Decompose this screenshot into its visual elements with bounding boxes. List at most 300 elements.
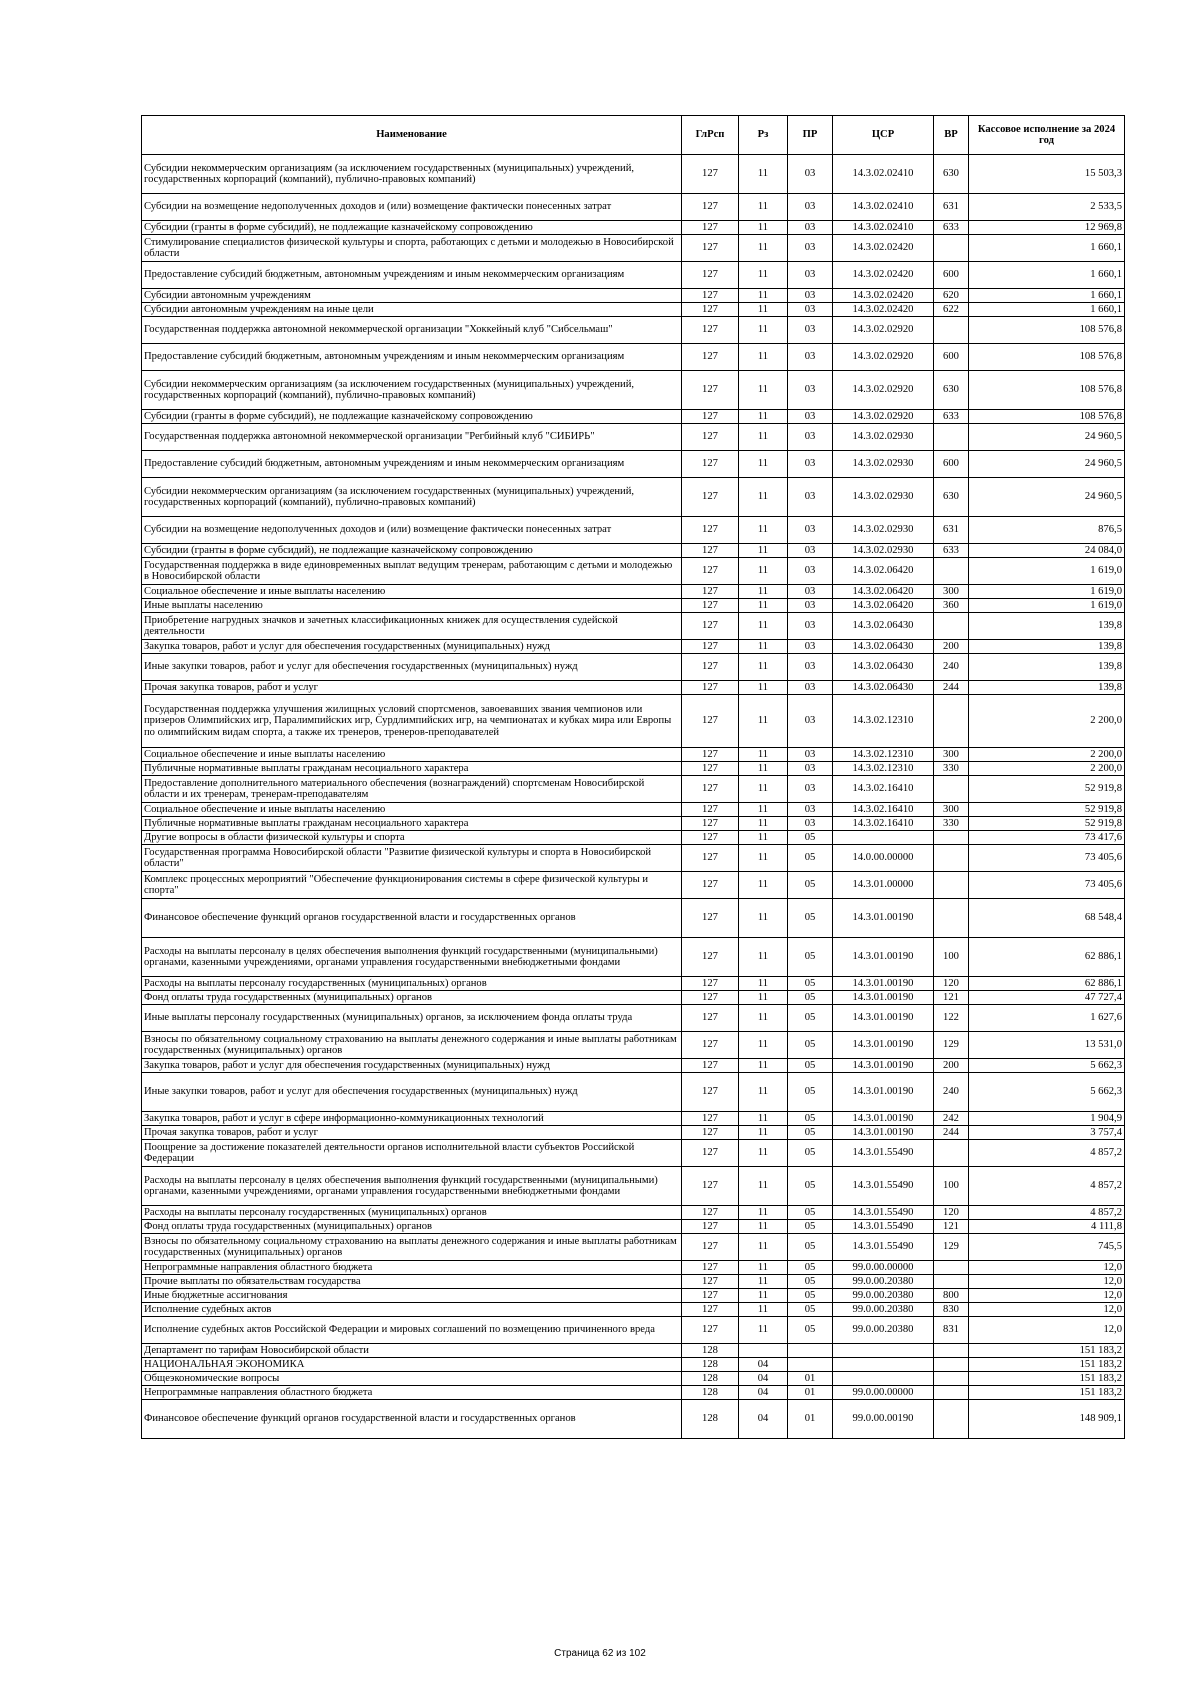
cell-rz: 04 <box>739 1372 788 1386</box>
cell-csr: 14.3.02.02930 <box>833 544 934 558</box>
cell-sum: 1 627,6 <box>969 1005 1125 1032</box>
cell-rz: 11 <box>739 1261 788 1275</box>
cell-sum: 1 619,0 <box>969 599 1125 613</box>
cell-name: Комплекс процессных мероприятий "Обеспечение функционирования системы в сфере физической культуры и спорта" <box>142 872 682 899</box>
cell-sum: 5 662,3 <box>969 1073 1125 1112</box>
table-row <box>142 221 1125 235</box>
cell-glrsp: 127 <box>682 599 739 613</box>
cell-pr: 05 <box>788 1126 833 1140</box>
cell-name: Финансовое обеспечение функций органов государственной власти и государственных органов <box>142 899 682 938</box>
cell-rz: 11 <box>739 938 788 977</box>
table-row <box>142 762 1125 776</box>
cell-glrsp: 127 <box>682 1303 739 1317</box>
cell-rz <box>739 1344 788 1358</box>
cell-vr: 630 <box>934 371 969 410</box>
cell-sum: 1 660,1 <box>969 262 1125 289</box>
cell-glrsp: 127 <box>682 544 739 558</box>
cell-sum: 108 576,8 <box>969 410 1125 424</box>
cell-csr: 14.3.01.00190 <box>833 1112 934 1126</box>
cell-csr: 14.3.02.06430 <box>833 681 934 695</box>
cell-glrsp: 127 <box>682 1206 739 1220</box>
cell-pr: 03 <box>788 221 833 235</box>
cell-rz: 11 <box>739 762 788 776</box>
cell-csr: 14.3.02.06420 <box>833 558 934 585</box>
cell-name: Субсидии на возмещение недополученных доходов и (или) возмещение фактически понесенных затрат <box>142 194 682 221</box>
cell-pr: 03 <box>788 371 833 410</box>
table-row <box>142 776 1125 803</box>
cell-rz: 11 <box>739 1303 788 1317</box>
cell-glrsp: 127 <box>682 613 739 640</box>
cell-vr: 360 <box>934 599 969 613</box>
cell-pr: 03 <box>788 762 833 776</box>
table-row <box>142 1289 1125 1303</box>
table-row <box>142 194 1125 221</box>
cell-vr: 129 <box>934 1234 969 1261</box>
cell-sum: 62 886,1 <box>969 938 1125 977</box>
cell-name: НАЦИОНАЛЬНАЯ ЭКОНОМИКА <box>142 1358 682 1372</box>
cell-pr: 03 <box>788 599 833 613</box>
budget-table <box>141 115 1125 1439</box>
cell-pr: 05 <box>788 938 833 977</box>
cell-vr <box>934 424 969 451</box>
cell-glrsp: 127 <box>682 776 739 803</box>
cell-name: Фонд оплаты труда государственных (муниципальных) органов <box>142 1220 682 1234</box>
cell-sum: 13 531,0 <box>969 1032 1125 1059</box>
cell-name: Субсидии (гранты в форме субсидий), не подлежащие казначейскому сопровождению <box>142 544 682 558</box>
cell-name: Фонд оплаты труда государственных (муниципальных) органов <box>142 991 682 1005</box>
cell-pr: 03 <box>788 424 833 451</box>
cell-csr: 14.3.02.06430 <box>833 654 934 681</box>
table-row <box>142 899 1125 938</box>
cell-csr: 14.3.02.02920 <box>833 317 934 344</box>
cell-name: Субсидии на возмещение недополученных доходов и (или) возмещение фактически понесенных затрат <box>142 517 682 544</box>
cell-csr: 14.3.02.02930 <box>833 451 934 478</box>
budget-document <box>141 115 1124 1439</box>
table-row <box>142 1167 1125 1206</box>
cell-rz: 11 <box>739 1112 788 1126</box>
header-sum: Кассовое исполнение за 2024 год <box>969 116 1125 155</box>
cell-name: Прочая закупка товаров, работ и услуг <box>142 1126 682 1140</box>
cell-pr: 03 <box>788 558 833 585</box>
cell-rz: 11 <box>739 1059 788 1073</box>
cell-pr: 03 <box>788 544 833 558</box>
cell-name: Исполнение судебных актов Российской Федерации и мировых соглашений по возмещению причиненного вреда <box>142 1317 682 1344</box>
cell-sum: 1 619,0 <box>969 558 1125 585</box>
cell-name: Субсидии (гранты в форме субсидий), не подлежащие казначейскому сопровождению <box>142 410 682 424</box>
cell-rz: 11 <box>739 817 788 831</box>
cell-pr: 03 <box>788 776 833 803</box>
cell-pr: 03 <box>788 817 833 831</box>
cell-glrsp: 127 <box>682 1073 739 1112</box>
table-row <box>142 831 1125 845</box>
cell-vr: 300 <box>934 803 969 817</box>
cell-glrsp: 127 <box>682 872 739 899</box>
cell-vr <box>934 1386 969 1400</box>
cell-csr: 14.3.02.02920 <box>833 410 934 424</box>
table-row <box>142 1220 1125 1234</box>
cell-vr <box>934 695 969 748</box>
table-row <box>142 1261 1125 1275</box>
cell-name: Публичные нормативные выплаты гражданам несоциального характера <box>142 817 682 831</box>
cell-rz: 11 <box>739 1234 788 1261</box>
cell-sum: 2 200,0 <box>969 762 1125 776</box>
cell-rz: 11 <box>739 585 788 599</box>
cell-glrsp: 127 <box>682 194 739 221</box>
cell-glrsp: 127 <box>682 817 739 831</box>
cell-sum: 2 200,0 <box>969 695 1125 748</box>
cell-glrsp: 127 <box>682 845 739 872</box>
cell-pr: 05 <box>788 1289 833 1303</box>
cell-csr: 14.3.02.02920 <box>833 344 934 371</box>
cell-csr: 14.3.02.16410 <box>833 803 934 817</box>
table-row <box>142 1317 1125 1344</box>
table-row <box>142 1073 1125 1112</box>
cell-csr: 99.0.00.20380 <box>833 1303 934 1317</box>
cell-rz: 11 <box>739 1220 788 1234</box>
cell-vr: 800 <box>934 1289 969 1303</box>
cell-glrsp: 127 <box>682 1220 739 1234</box>
table-row <box>142 977 1125 991</box>
cell-pr: 03 <box>788 478 833 517</box>
cell-vr: 600 <box>934 262 969 289</box>
table-row <box>142 1386 1125 1400</box>
cell-sum: 73 417,6 <box>969 831 1125 845</box>
table-row <box>142 303 1125 317</box>
cell-vr: 830 <box>934 1303 969 1317</box>
cell-rz: 11 <box>739 221 788 235</box>
table-row <box>142 155 1125 194</box>
cell-glrsp: 128 <box>682 1344 739 1358</box>
cell-sum: 47 727,4 <box>969 991 1125 1005</box>
cell-sum: 876,5 <box>969 517 1125 544</box>
cell-pr: 03 <box>788 262 833 289</box>
cell-rz: 11 <box>739 991 788 1005</box>
cell-vr: 630 <box>934 155 969 194</box>
cell-glrsp: 127 <box>682 289 739 303</box>
cell-sum: 108 576,8 <box>969 344 1125 371</box>
table-header-row <box>142 116 1125 155</box>
cell-rz: 11 <box>739 1317 788 1344</box>
cell-name: Предоставление субсидий бюджетным, автономным учреждениям и иным некоммерческим организациям <box>142 344 682 371</box>
cell-name: Расходы на выплаты персоналу в целях обеспечения выполнения функций государственными (муниципальными) органами, казенными учреждениями, органами управления государственными внебюджетными фондами <box>142 938 682 977</box>
cell-csr: 14.3.02.16410 <box>833 817 934 831</box>
table-row <box>142 478 1125 517</box>
cell-glrsp: 127 <box>682 1234 739 1261</box>
cell-pr: 05 <box>788 1275 833 1289</box>
cell-glrsp: 127 <box>682 1317 739 1344</box>
table-row <box>142 654 1125 681</box>
cell-glrsp: 127 <box>682 1167 739 1206</box>
cell-pr: 03 <box>788 803 833 817</box>
cell-csr: 99.0.00.20380 <box>833 1275 934 1289</box>
cell-csr: 14.3.02.06430 <box>833 640 934 654</box>
cell-csr: 99.0.00.00000 <box>833 1386 934 1400</box>
cell-csr: 14.3.01.00000 <box>833 872 934 899</box>
cell-pr: 05 <box>788 1206 833 1220</box>
cell-pr: 03 <box>788 654 833 681</box>
cell-pr: 01 <box>788 1372 833 1386</box>
cell-csr: 14.3.02.06430 <box>833 613 934 640</box>
table-body <box>142 155 1125 1439</box>
cell-name: Субсидии (гранты в форме субсидий), не подлежащие казначейскому сопровождению <box>142 221 682 235</box>
cell-glrsp: 128 <box>682 1358 739 1372</box>
cell-rz: 11 <box>739 303 788 317</box>
cell-csr: 14.3.02.06420 <box>833 585 934 599</box>
cell-name: Социальное обеспечение и иные выплаты населению <box>142 748 682 762</box>
cell-sum: 52 919,8 <box>969 817 1125 831</box>
cell-csr: 14.3.01.00190 <box>833 1059 934 1073</box>
cell-pr: 05 <box>788 1073 833 1112</box>
cell-glrsp: 127 <box>682 1032 739 1059</box>
cell-glrsp: 127 <box>682 303 739 317</box>
cell-pr: 03 <box>788 317 833 344</box>
cell-rz: 11 <box>739 235 788 262</box>
cell-csr: 14.3.02.02930 <box>833 478 934 517</box>
table-row <box>142 681 1125 695</box>
cell-name: Департамент по тарифам Новосибирской области <box>142 1344 682 1358</box>
cell-glrsp: 127 <box>682 831 739 845</box>
cell-sum: 108 576,8 <box>969 371 1125 410</box>
cell-name: Публичные нормативные выплаты гражданам несоциального характера <box>142 762 682 776</box>
table-row <box>142 289 1125 303</box>
cell-glrsp: 127 <box>682 695 739 748</box>
cell-sum: 12 969,8 <box>969 221 1125 235</box>
cell-pr: 01 <box>788 1386 833 1400</box>
cell-pr: 03 <box>788 303 833 317</box>
cell-csr: 14.3.01.55490 <box>833 1220 934 1234</box>
cell-rz: 11 <box>739 451 788 478</box>
cell-glrsp: 127 <box>682 762 739 776</box>
cell-glrsp: 127 <box>682 585 739 599</box>
table-row <box>142 845 1125 872</box>
cell-name: Другие вопросы в области физической культуры и спорта <box>142 831 682 845</box>
cell-glrsp: 127 <box>682 235 739 262</box>
cell-csr: 99.0.00.20380 <box>833 1317 934 1344</box>
cell-pr: 03 <box>788 681 833 695</box>
cell-vr <box>934 317 969 344</box>
cell-name: Социальное обеспечение и иные выплаты населению <box>142 585 682 599</box>
cell-pr: 03 <box>788 235 833 262</box>
cell-vr <box>934 613 969 640</box>
cell-csr: 14.3.01.55490 <box>833 1140 934 1167</box>
cell-sum: 151 183,2 <box>969 1372 1125 1386</box>
cell-csr: 14.3.02.12310 <box>833 748 934 762</box>
cell-glrsp: 127 <box>682 1126 739 1140</box>
cell-vr <box>934 1400 969 1439</box>
cell-pr: 05 <box>788 977 833 991</box>
cell-sum: 4 857,2 <box>969 1167 1125 1206</box>
cell-glrsp: 127 <box>682 262 739 289</box>
cell-glrsp: 127 <box>682 451 739 478</box>
cell-glrsp: 127 <box>682 155 739 194</box>
cell-sum: 1 619,0 <box>969 585 1125 599</box>
cell-csr: 14.3.02.02930 <box>833 424 934 451</box>
table-row <box>142 1112 1125 1126</box>
cell-rz: 11 <box>739 317 788 344</box>
cell-rz: 11 <box>739 1206 788 1220</box>
cell-pr: 05 <box>788 1059 833 1073</box>
cell-csr: 99.0.00.20380 <box>833 1289 934 1303</box>
cell-name: Прочие выплаты по обязательствам государства <box>142 1275 682 1289</box>
cell-vr: 129 <box>934 1032 969 1059</box>
cell-name: Предоставление дополнительного материального обеспечения (вознаграждений) спортсменам Новосибирской области и их тренерам, тренерам-преподавателям <box>142 776 682 803</box>
table-row <box>142 371 1125 410</box>
table-row <box>142 1140 1125 1167</box>
cell-pr: 05 <box>788 991 833 1005</box>
cell-sum: 139,8 <box>969 613 1125 640</box>
cell-pr: 03 <box>788 344 833 371</box>
cell-name: Государственная поддержка в виде единовременных выплат ведущим тренерам, работающим с детьми и молодежью в Новосибирской области <box>142 558 682 585</box>
cell-csr: 14.3.02.02420 <box>833 289 934 303</box>
cell-csr: 14.3.01.55490 <box>833 1234 934 1261</box>
cell-glrsp: 127 <box>682 681 739 695</box>
header-vr: ВР <box>934 116 969 155</box>
cell-csr: 14.3.01.00190 <box>833 1073 934 1112</box>
table-row <box>142 1005 1125 1032</box>
cell-rz: 11 <box>739 1289 788 1303</box>
cell-name: Иные выплаты персоналу государственных (муниципальных) органов, за исключением фонда оплаты труда <box>142 1005 682 1032</box>
cell-sum: 12,0 <box>969 1317 1125 1344</box>
cell-name: Поощрение за достижение показателей деятельности органов исполнительной власти субъектов Российской Федерации <box>142 1140 682 1167</box>
cell-rz: 11 <box>739 371 788 410</box>
cell-csr: 14.3.01.00190 <box>833 1005 934 1032</box>
cell-csr: 14.3.01.55490 <box>833 1206 934 1220</box>
cell-sum: 12,0 <box>969 1303 1125 1317</box>
cell-sum: 4 111,8 <box>969 1220 1125 1234</box>
table-row <box>142 1303 1125 1317</box>
cell-glrsp: 127 <box>682 371 739 410</box>
cell-name: Иные закупки товаров, работ и услуг для обеспечения государственных (муниципальных) нужд <box>142 654 682 681</box>
cell-rz: 11 <box>739 748 788 762</box>
cell-name: Государственная программа Новосибирской области "Развитие физической культуры и спорта в Новосибирской области" <box>142 845 682 872</box>
cell-name: Предоставление субсидий бюджетным, автономным учреждениям и иным некоммерческим организациям <box>142 451 682 478</box>
cell-csr: 14.3.02.02410 <box>833 155 934 194</box>
cell-rz: 11 <box>739 845 788 872</box>
table-row <box>142 235 1125 262</box>
cell-csr: 14.3.02.02420 <box>833 303 934 317</box>
cell-rz: 04 <box>739 1386 788 1400</box>
cell-csr: 14.3.01.55490 <box>833 1167 934 1206</box>
cell-name: Расходы на выплаты персоналу в целях обеспечения выполнения функций государственными (муниципальными) органами, казенными учреждениями, органами управления государственными внебюджетными фондами <box>142 1167 682 1206</box>
cell-glrsp: 127 <box>682 1059 739 1073</box>
cell-pr: 03 <box>788 748 833 762</box>
cell-pr: 05 <box>788 1112 833 1126</box>
table-row <box>142 558 1125 585</box>
cell-sum: 1 660,1 <box>969 235 1125 262</box>
cell-rz: 11 <box>739 613 788 640</box>
cell-name: Расходы на выплаты персоналу государственных (муниципальных) органов <box>142 1206 682 1220</box>
cell-glrsp: 127 <box>682 1112 739 1126</box>
cell-vr: 831 <box>934 1317 969 1344</box>
cell-vr <box>934 1261 969 1275</box>
cell-rz: 11 <box>739 695 788 748</box>
cell-name: Государственная поддержка автономной некоммерческой организации "Хоккейный клуб "Сибсельмаш" <box>142 317 682 344</box>
cell-sum: 24 960,5 <box>969 424 1125 451</box>
cell-vr: 244 <box>934 681 969 695</box>
cell-glrsp: 127 <box>682 410 739 424</box>
cell-vr <box>934 872 969 899</box>
cell-sum: 52 919,8 <box>969 803 1125 817</box>
cell-name: Исполнение судебных актов <box>142 1303 682 1317</box>
cell-pr: 03 <box>788 155 833 194</box>
cell-vr <box>934 899 969 938</box>
cell-csr <box>833 1358 934 1372</box>
table-row <box>142 317 1125 344</box>
cell-name: Стимулирование специалистов физической культуры и спорта, работающих с детьми и молодежью в Новосибирской области <box>142 235 682 262</box>
cell-pr: 03 <box>788 289 833 303</box>
cell-sum: 68 548,4 <box>969 899 1125 938</box>
cell-vr: 100 <box>934 1167 969 1206</box>
cell-name: Непрограммные направления областного бюджета <box>142 1386 682 1400</box>
cell-vr: 300 <box>934 748 969 762</box>
cell-rz: 11 <box>739 831 788 845</box>
cell-glrsp: 127 <box>682 221 739 235</box>
cell-pr <box>788 1358 833 1372</box>
cell-vr: 200 <box>934 1059 969 1073</box>
header-csr: ЦСР <box>833 116 934 155</box>
cell-name: Иные выплаты населению <box>142 599 682 613</box>
cell-rz: 11 <box>739 681 788 695</box>
cell-csr: 99.0.00.00000 <box>833 1261 934 1275</box>
cell-vr <box>934 831 969 845</box>
cell-csr: 14.3.01.00190 <box>833 977 934 991</box>
cell-rz: 11 <box>739 1140 788 1167</box>
cell-sum: 24 960,5 <box>969 451 1125 478</box>
cell-csr: 14.3.01.00190 <box>833 1126 934 1140</box>
cell-sum: 12,0 <box>969 1289 1125 1303</box>
cell-sum: 1 904,9 <box>969 1112 1125 1126</box>
cell-sum: 148 909,1 <box>969 1400 1125 1439</box>
cell-glrsp: 127 <box>682 803 739 817</box>
cell-sum: 24 960,5 <box>969 478 1125 517</box>
cell-sum: 73 405,6 <box>969 872 1125 899</box>
cell-csr: 14.3.01.00190 <box>833 938 934 977</box>
cell-name: Общеэкономические вопросы <box>142 1372 682 1386</box>
table-row <box>142 613 1125 640</box>
cell-name: Иные бюджетные ассигнования <box>142 1289 682 1303</box>
cell-sum: 2 200,0 <box>969 748 1125 762</box>
cell-sum: 52 919,8 <box>969 776 1125 803</box>
cell-pr: 05 <box>788 899 833 938</box>
table-row <box>142 1344 1125 1358</box>
cell-sum: 745,5 <box>969 1234 1125 1261</box>
cell-rz: 04 <box>739 1358 788 1372</box>
cell-rz: 11 <box>739 640 788 654</box>
cell-csr: 14.3.02.02420 <box>833 262 934 289</box>
cell-glrsp: 127 <box>682 899 739 938</box>
cell-pr: 01 <box>788 1400 833 1439</box>
cell-glrsp: 127 <box>682 517 739 544</box>
cell-vr <box>934 235 969 262</box>
table-row <box>142 544 1125 558</box>
cell-csr: 14.0.00.00000 <box>833 845 934 872</box>
cell-glrsp: 127 <box>682 640 739 654</box>
cell-csr: 14.3.02.12310 <box>833 695 934 748</box>
cell-pr: 05 <box>788 1261 833 1275</box>
cell-glrsp: 127 <box>682 424 739 451</box>
cell-vr: 242 <box>934 1112 969 1126</box>
table-row <box>142 803 1125 817</box>
cell-glrsp: 127 <box>682 558 739 585</box>
table-row <box>142 1400 1125 1439</box>
table-row <box>142 1126 1125 1140</box>
cell-name: Субсидии автономным учреждениям <box>142 289 682 303</box>
cell-csr: 14.3.02.02920 <box>833 371 934 410</box>
cell-pr: 05 <box>788 1317 833 1344</box>
table-row <box>142 451 1125 478</box>
cell-name: Финансовое обеспечение функций органов государственной власти и государственных органов <box>142 1400 682 1439</box>
header-rz: Рз <box>739 116 788 155</box>
